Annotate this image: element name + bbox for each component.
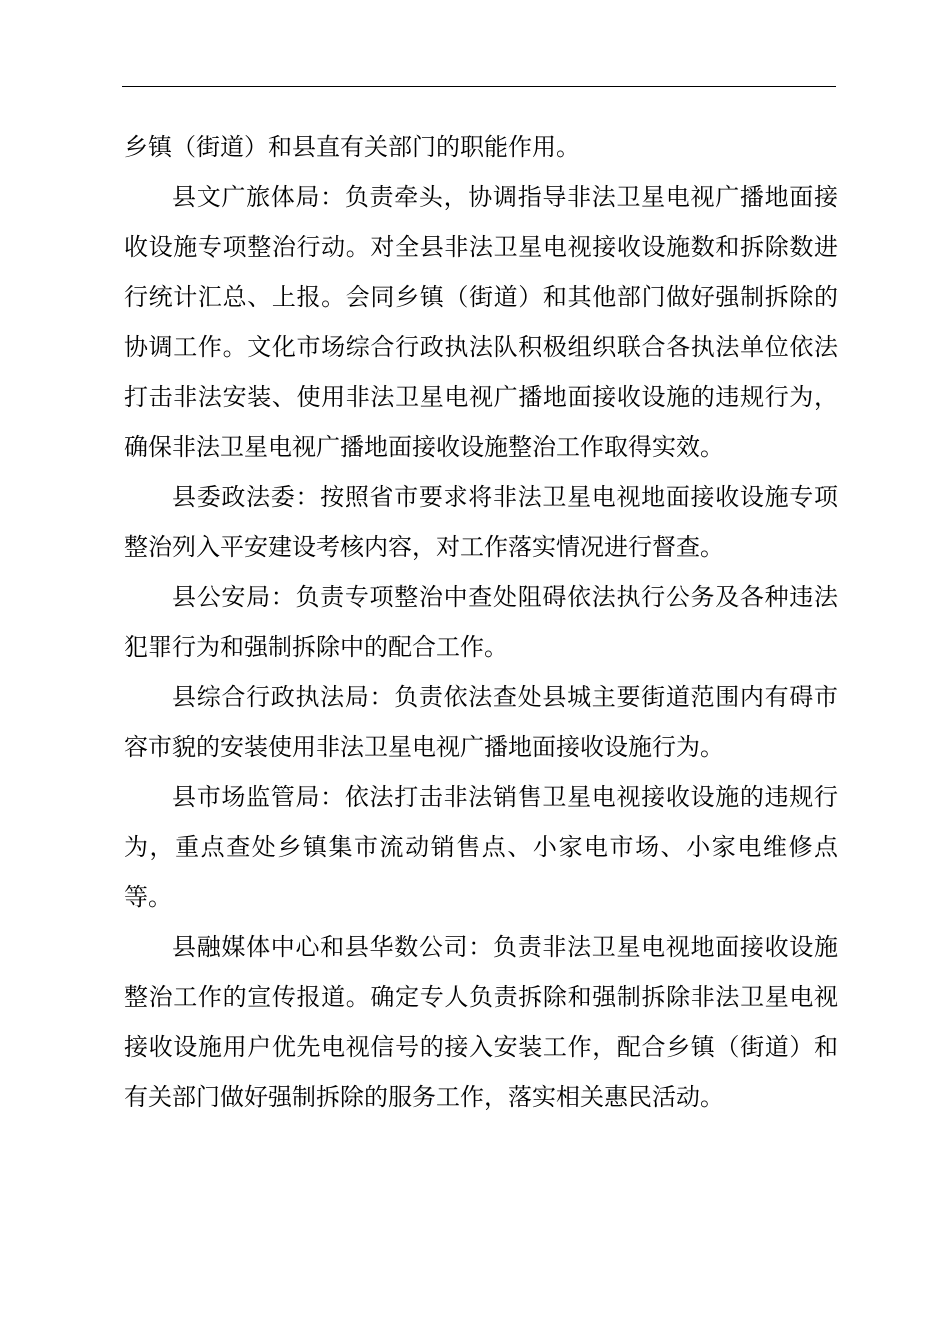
paragraph-political-legal-committee: 县委政法委：按照省市要求将非法卫星电视地面接收设施专项整治列入平安建设考核内容，对工作落实情况进行督查。 bbox=[124, 483, 838, 561]
paragraph-public-security-bureau: 县公安局：负责专项整治中查处阻碍依法执行公务及各种违法犯罪行为和强制拆除中的配合工作。 bbox=[124, 583, 838, 661]
paragraph-law-enforcement-bureau: 县综合行政执法局：负责依法查处县城主要街道范围内有碍市容市貌的安装使用非法卫星电视广播地面接收设施行为。 bbox=[124, 683, 838, 761]
header-rule bbox=[122, 86, 836, 87]
paragraph-continuation: 乡镇（街道）和县直有关部门的职能作用。 bbox=[124, 133, 580, 161]
paragraph-culture-bureau: 县文广旅体局：负责牵头，协调指导非法卫星电视广播地面接收设施专项整治行动。对全县非法卫星电视接收设施数和拆除数进行统计汇总、上报。会同乡镇（街道）和其他部门做好强制拆除的协调工作。文化市场综合行政执法队积极组织联合各执法单位依法打击非法安装、使用非法卫星电视广播地面接收设施的违规行为，确保非法卫星电视广播地面接收设施整治工作取得实效。 bbox=[124, 183, 838, 461]
paragraph-media-center: 县融媒体中心和县华数公司：负责非法卫星电视地面接收设施整治工作的宣传报道。确定专人负责拆除和强制拆除非法卫星电视接收设施用户优先电视信号的接入安装工作，配合乡镇（街道）和有关部门做好强制拆除的服务工作，落实相关惠民活动。 bbox=[124, 933, 838, 1111]
paragraph-market-supervision-bureau: 县市场监管局：依法打击非法销售卫星电视接收设施的违规行为，重点查处乡镇集市流动销售点、小家电市场、小家电维修点等。 bbox=[124, 783, 838, 911]
document-body bbox=[124, 122, 838, 1122]
